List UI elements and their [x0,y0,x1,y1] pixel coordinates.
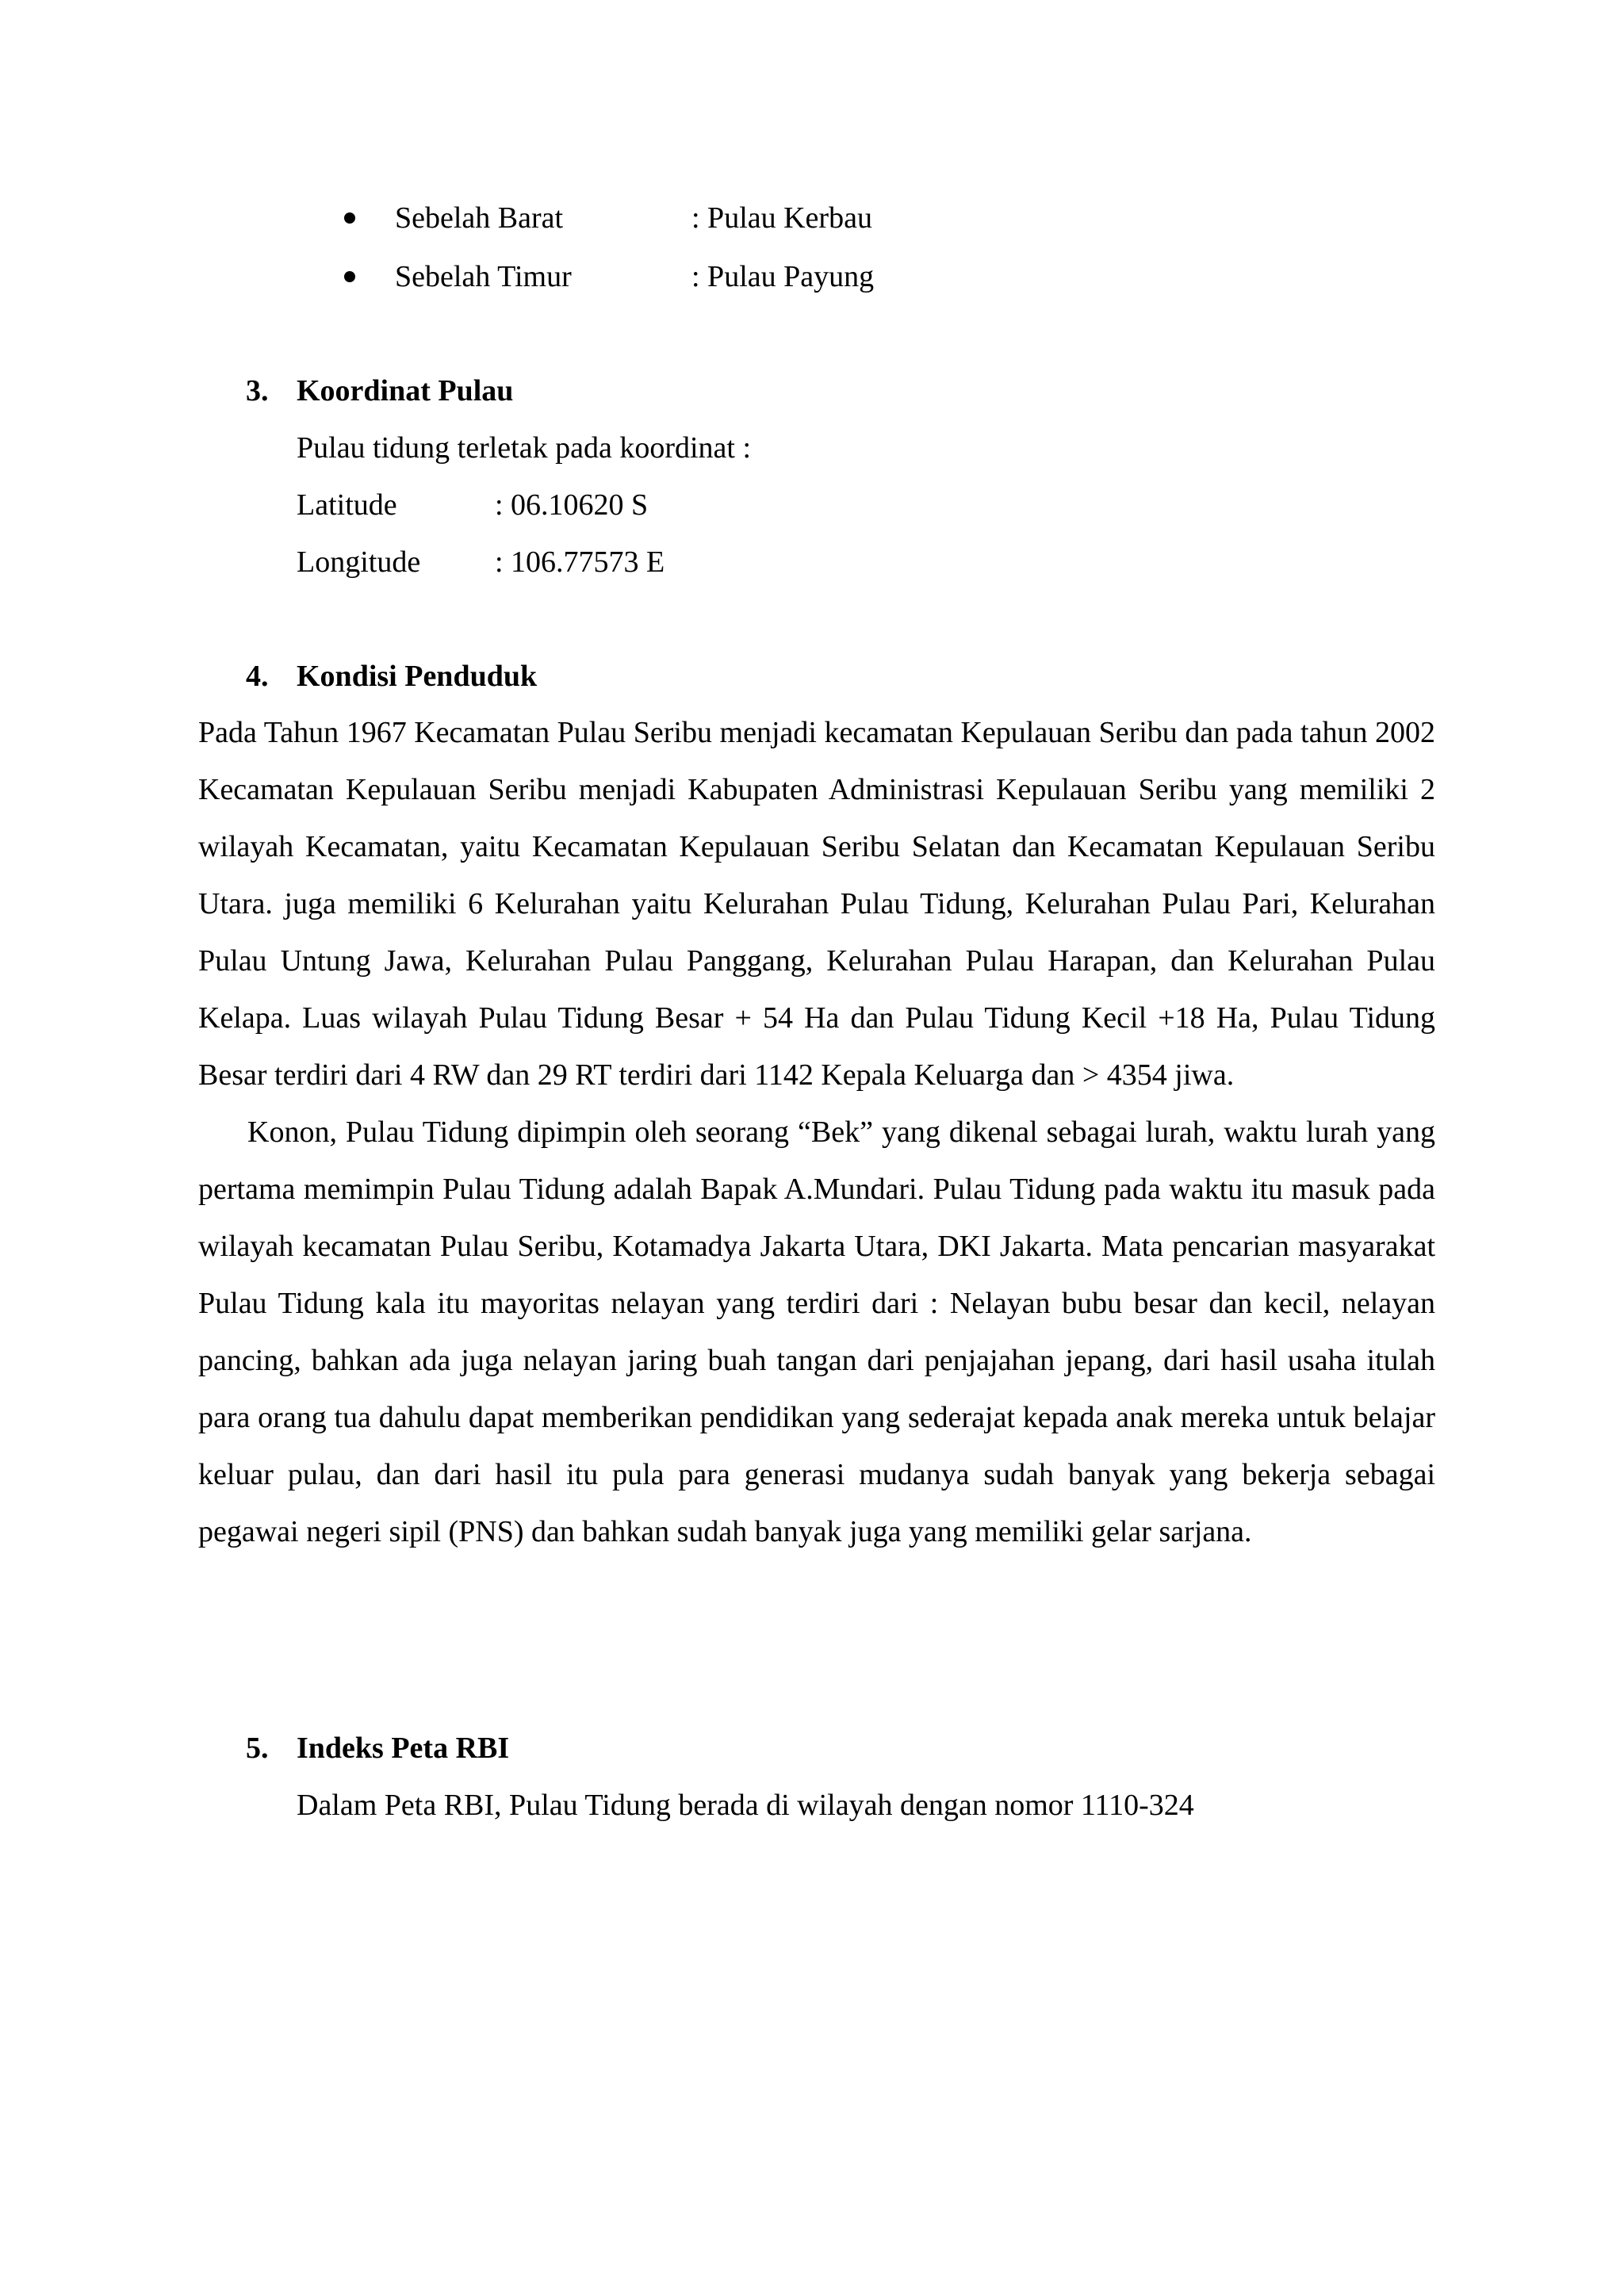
boundary-label: Sebelah Barat [395,201,564,235]
section-title: Kondisi Penduduk [297,660,538,693]
section-number: 5. [246,1732,269,1765]
bullet-icon [344,271,355,282]
longitude-label: Longitude [297,545,421,579]
bullet-icon [344,212,355,224]
boundary-value: : Pulau Kerbau [691,201,872,235]
section-intro: Pulau tidung terletak pada koordinat : [297,431,752,465]
section-number: 3. [246,374,269,408]
latitude-value: : 06.10620 S [495,488,649,522]
paragraph: Konon, Pulau Tidung dipimpin oleh seorang “Bek” yang dikenal sebagai lurah, waktu lurah yang pertama memimpin Pulau Tidung adalah Bapak A.Mundari. Pulau Tidung pada waktu itu masuk pada wilayah kecamatan Pulau Seribu, Kotamadya Jakarta Utara, DKI Jakarta. Mata pencarian masyarakat Pulau Tidung kala itu mayoritas nelayan yang terdiri dari : Nelayan bubu besar dan kecil, nelayan pancing, bahkan ada juga nelayan jaring buah tangan dari penjajahan jepang, dari hasil usaha itulah para orang tua dahulu dapat memberikan pendidikan yang sederajat kepada anak mereka untuk belajar keluar pulau, dan dari hasil itu pula para generasi mudanya sudah banyak yang bekerja sebagai pegawai negeri sipil (PNS) dan bahkan sudah banyak juga yang memiliki gelar sarjana. [198,1115,1435,1548]
boundary-label: Sebelah Timur [395,260,572,293]
section-title: Koordinat Pulau [297,374,514,408]
latitude-label: Latitude [297,488,397,522]
paragraph: Pada Tahun 1967 Kecamatan Pulau Seribu menjadi kecamatan Kepulauan Seribu dan pada tahun 2002 Kecamatan Kepulauan Seribu menjadi Kabupaten Administrasi Kepulauan Seribu yang memiliki 2 wilayah Kecamatan, yaitu Kecamatan Kepulauan Seribu Selatan dan Kecamatan Kepulauan Seribu Utara. juga memiliki 6 Kelurahan yaitu Kelurahan Pulau Tidung, Kelurahan Pulau Pari, Kelurahan Pulau Untung Jawa, Kelurahan Pulau Panggang, Kelurahan Pulau Harapan, dan Kelurahan Pulau Kelapa. Luas wilayah Pulau Tidung Besar + 54 Ha dan Pulau Tidung Kecil +18 Ha, Pulau Tidung Besar terdiri dari 4 RW dan 29 RT terdiri dari 1142 Kepala Keluarga dan > 4354 jiwa. [198,716,1435,1092]
boundary-value: : Pulau Payung [691,260,875,293]
longitude-value: : 106.77573 E [495,545,665,579]
section-title: Indeks Peta RBI [297,1732,510,1765]
section-text: Dalam Peta RBI, Pulau Tidung berada di wilayah dengan nomor 1110-324 [297,1789,1194,1822]
section-number: 4. [246,660,269,693]
body-text [198,704,1435,1560]
